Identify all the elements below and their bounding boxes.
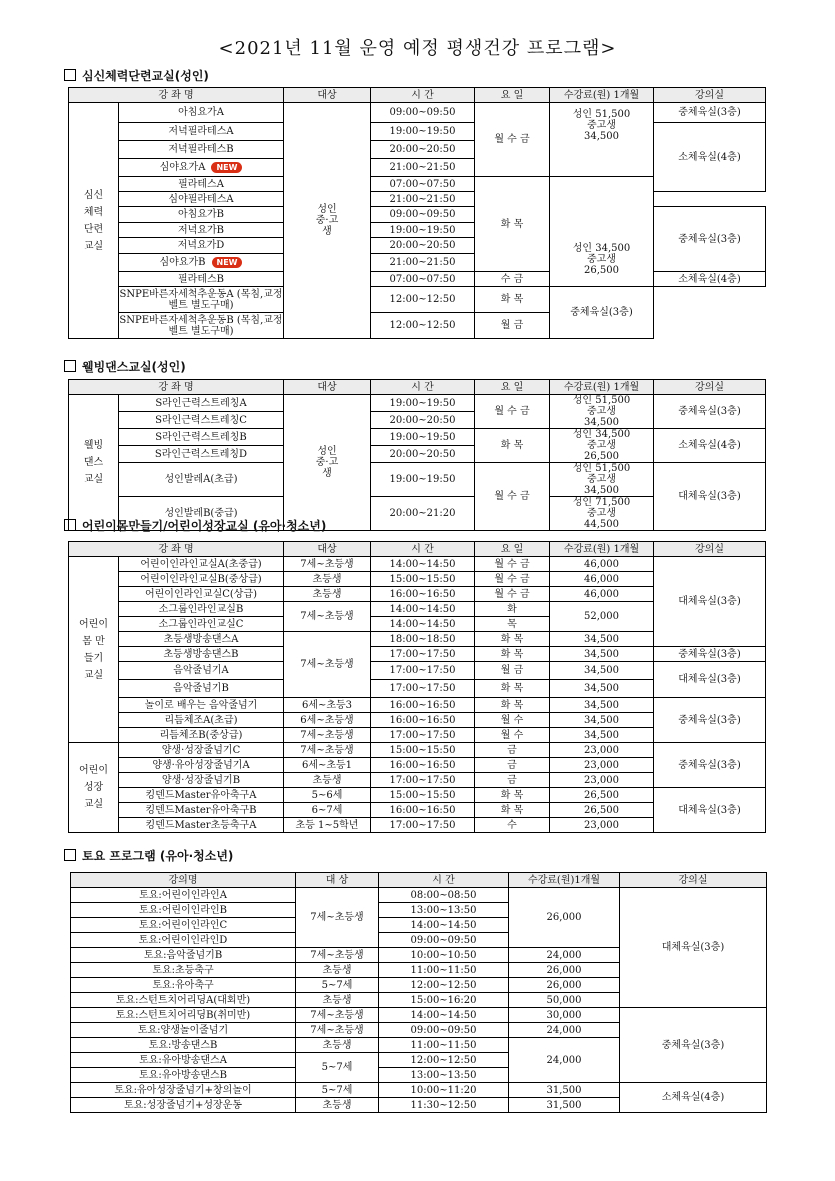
time-cell: 16:00~16:50 [371, 713, 475, 728]
target-cell: 7세~초등생 [296, 1008, 379, 1023]
time-cell: 07:00~07:50 [371, 272, 475, 287]
time-cell: 17:00~17:50 [371, 728, 475, 743]
fee-cell: 34,500 [550, 632, 654, 647]
course-name: 토요:유아방송댄스A [71, 1053, 296, 1068]
time-cell: 17:00~17:50 [371, 818, 475, 833]
col-header: 강 좌 명 [69, 380, 284, 395]
checkbox-icon [64, 69, 76, 81]
course-name: 성인발레B(중급) [119, 497, 284, 531]
time-cell: 18:00~18:50 [371, 632, 475, 647]
course-name: 토요:유아축구 [71, 978, 296, 993]
fee-cell: 성인 51,500 중고생 34,500 [550, 103, 654, 177]
course-name: 양생·성장줄넘기C [119, 743, 284, 758]
col-header: 요 일 [475, 88, 550, 103]
course-name: 음악줄넘기A [119, 662, 284, 680]
days-cell: 화 목 [475, 429, 550, 463]
time-cell: 16:00~16:50 [371, 698, 475, 713]
room-cell: 중체육실(3층) [620, 1008, 767, 1083]
col-header: 강 좌 명 [69, 542, 284, 557]
fee-cell: 34,500 [550, 698, 654, 713]
days-cell: 화 목 [475, 287, 550, 313]
target-cell: 6세~초등3 [284, 698, 371, 713]
course-name: 토요:어린이인라인D [71, 933, 296, 948]
table-saturday [70, 872, 767, 1113]
time-cell: 12:00~12:50 [371, 313, 475, 339]
fee-cell: 31,500 [509, 1083, 620, 1098]
target-cell: 7세~초등생 [284, 602, 371, 632]
course-name: 저녁필라테스A [119, 123, 284, 141]
time-cell: 15:00~15:50 [371, 572, 475, 587]
target-cell: 초등 1~5학년 [284, 818, 371, 833]
time-cell: 14:00~14:50 [379, 918, 509, 933]
col-header: 시 간 [371, 380, 475, 395]
course-name: 리듬체조A(초급) [119, 713, 284, 728]
days-cell: 월 수 금 [475, 103, 550, 177]
course-name: 아침요가B [119, 207, 284, 223]
course-name: 킹덴드Master유아축구B [119, 803, 284, 818]
course-name: 토요:초등축구 [71, 963, 296, 978]
time-cell: 09:00~09:50 [379, 933, 509, 948]
fee-cell: 31,500 [509, 1098, 620, 1113]
course-name: 토요:양생놀이줄넘기 [71, 1023, 296, 1038]
room-cell: 중체육실(3층) [654, 743, 766, 788]
room-cell: 중체육실(3층) [654, 207, 766, 272]
course-name: 저녁요가B [119, 223, 284, 238]
time-cell: 14:00~14:50 [379, 1008, 509, 1023]
category-cell: 어린이 몸 만들기 교실 [69, 557, 119, 743]
time-cell: 20:00~20:50 [371, 446, 475, 463]
course-name: S라인근력스트레칭A [119, 395, 284, 412]
days-cell: 화 목 [475, 803, 550, 818]
fee-cell: 34,500 [550, 728, 654, 743]
course-name: 저녁요가D [119, 238, 284, 254]
time-cell: 12:00~12:50 [379, 1053, 509, 1068]
room-cell: 대체육실(3층) [654, 788, 766, 833]
category-cell: 웰빙 댄스 교실 [69, 395, 119, 531]
time-cell: 13:00~13:50 [379, 1068, 509, 1083]
fee-cell: 23,000 [550, 758, 654, 773]
course-name: 필라테스A [119, 177, 284, 192]
section-heading-3: 어린이몸만들기/어린이성장교실 (유아·청소년) [64, 517, 326, 534]
target-cell: 7세~초등생 [284, 632, 371, 698]
target-cell: 7세~초등생 [284, 557, 371, 572]
days-cell: 수 [475, 818, 550, 833]
course-name: 놀이로 배우는 음악줄넘기 [119, 698, 284, 713]
days-cell: 월 금 [475, 662, 550, 680]
col-header: 요 일 [475, 380, 550, 395]
target-cell: 6세~초등생 [284, 713, 371, 728]
time-cell: 12:00~12:50 [371, 287, 475, 313]
time-cell: 17:00~17:50 [371, 662, 475, 680]
fee-cell: 24,000 [509, 1038, 620, 1083]
course-name: S라인근력스트레칭C [119, 412, 284, 429]
table-kids [68, 541, 766, 833]
col-header: 강 좌 명 [69, 88, 284, 103]
target-cell: 초등생 [296, 963, 379, 978]
course-name: 아침요가A [119, 103, 284, 123]
days-cell: 화 목 [475, 647, 550, 662]
time-cell: 17:00~17:50 [371, 773, 475, 788]
time-cell: 20:00~21:20 [371, 497, 475, 531]
days-cell: 화 목 [475, 698, 550, 713]
fee-cell: 50,000 [509, 993, 620, 1008]
fee-cell: 46,000 [550, 587, 654, 602]
days-cell: 금 [475, 773, 550, 788]
course-name: 리듬체조B(중상급) [119, 728, 284, 743]
days-cell: 화 목 [475, 788, 550, 803]
category-cell: 심신 체력 단련 교실 [69, 103, 119, 339]
fee-cell: 46,000 [550, 572, 654, 587]
course-name: 필라테스B [119, 272, 284, 287]
days-cell: 월 수 금 [475, 557, 550, 572]
course-name: 소그룹인라인교실C [119, 617, 284, 632]
time-cell: 20:00~20:50 [371, 412, 475, 429]
room-cell: 소체육실(4층) [654, 123, 766, 192]
time-cell: 09:00~09:50 [379, 1023, 509, 1038]
course-name: SNPE바른자세척추운동B (목침,교정벨트 별도구매) [119, 314, 283, 337]
fee-cell: 30,000 [509, 1008, 620, 1023]
days-cell: 목 [475, 617, 550, 632]
time-cell: 14:00~14:50 [371, 602, 475, 617]
col-header: 대 상 [296, 873, 379, 888]
target-cell: 7세~초등생 [296, 1023, 379, 1038]
days-cell: 월 수 금 [475, 587, 550, 602]
course-name: 저녁필라테스B [119, 141, 284, 159]
fee-cell: 성인 51,500 중고생 34,500 [550, 463, 654, 497]
course-name: SNPE바른자세척추운동A (목침,교정벨트 별도구매) [119, 288, 283, 311]
course-name: 토요:어린이인라인B [71, 903, 296, 918]
course-name: 토요:어린이인라인A [71, 888, 296, 903]
time-cell: 11:00~11:50 [379, 1038, 509, 1053]
section-heading-4: 토요 프로그램 (유아·청소년) [64, 847, 233, 864]
target-cell: 성인 중·고생 [284, 103, 371, 339]
course-name: 초등생방송댄스A [119, 632, 284, 647]
target-cell: 5~7세 [296, 978, 379, 993]
time-cell: 13:00~13:50 [379, 903, 509, 918]
target-cell: 초등생 [296, 1098, 379, 1113]
new-badge: NEW [212, 257, 243, 268]
target-cell: 6~7세 [284, 803, 371, 818]
course-name: 어린이인라인교실B(중상급) [119, 572, 284, 587]
time-cell: 10:00~11:20 [379, 1083, 509, 1098]
room-cell: 중체육실(3층) [654, 395, 766, 429]
time-cell: 17:00~17:50 [371, 647, 475, 662]
course-name: 킹덴드Master초등축구A [119, 818, 284, 833]
col-header: 시 간 [371, 88, 475, 103]
fee-cell: 52,000 [550, 602, 654, 632]
course-name: 토요:어린이인라인C [71, 918, 296, 933]
target-cell: 초등생 [284, 587, 371, 602]
time-cell: 09:00~09:50 [371, 103, 475, 123]
fee-cell: 성인 71,500 중고생 44,500 [550, 497, 654, 531]
time-cell: 19:00~19:50 [371, 463, 475, 497]
course-name: 심야요가A NEW [119, 159, 284, 177]
course-name: 초등생방송댄스B [119, 647, 284, 662]
time-cell: 19:00~19:50 [371, 429, 475, 446]
room-cell: 대체육실(3층) [654, 463, 766, 531]
course-name: 토요:스턴트치어리딩B(취미반) [71, 1008, 296, 1023]
fee-cell: 성인 34,500 중고생 26,500 [550, 429, 654, 463]
checkbox-icon [64, 360, 76, 372]
time-cell: 19:00~19:50 [371, 123, 475, 141]
fee-cell: 34,500 [550, 713, 654, 728]
col-header: 강의실 [654, 380, 766, 395]
target-cell: 6세~초등1 [284, 758, 371, 773]
course-name: 음악줄넘기B [119, 680, 284, 698]
course-name: 어린이인라인교실A(초중급) [119, 557, 284, 572]
time-cell: 19:00~19:50 [371, 223, 475, 238]
target-cell: 초등생 [284, 572, 371, 587]
course-name: S라인근력스트레칭D [119, 446, 284, 463]
col-header: 수강료(원) 1개월 [550, 88, 654, 103]
col-header: 요 일 [475, 542, 550, 557]
time-cell: 21:00~21:50 [371, 159, 475, 177]
fee-cell: 성인 51,500 중고생 34,500 [550, 395, 654, 429]
checkbox-icon [64, 519, 76, 531]
fee-cell: 23,000 [550, 773, 654, 788]
days-cell: 월 수 금 [475, 572, 550, 587]
target-cell: 7세~초등생 [284, 743, 371, 758]
fee-cell: 26,000 [509, 888, 620, 948]
target-cell: 성인 중·고생 [284, 395, 371, 531]
days-cell: 금 [475, 743, 550, 758]
time-cell: 07:00~07:50 [371, 177, 475, 192]
days-cell: 화 목 [475, 177, 550, 272]
room-cell: 대체육실(3층) [620, 888, 767, 1008]
col-header: 수강료(원) 1개월 [550, 542, 654, 557]
section-heading-1: 심신체력단련교실(성인) [64, 67, 209, 84]
col-header: 대상 [284, 542, 371, 557]
col-header: 대상 [284, 88, 371, 103]
days-cell: 월 수 [475, 713, 550, 728]
course-name: 토요:방송댄스B [71, 1038, 296, 1053]
target-cell: 5~7세 [296, 1083, 379, 1098]
time-cell: 16:00~16:50 [371, 758, 475, 773]
table-dance [68, 379, 766, 531]
time-cell: 21:00~21:50 [371, 192, 475, 207]
course-name: 소그룹인라인교실B [119, 602, 284, 617]
col-header: 강의실 [654, 542, 766, 557]
fee-cell: 23,000 [550, 818, 654, 833]
time-cell: 16:00~16:50 [371, 803, 475, 818]
time-cell: 10:00~10:50 [379, 948, 509, 963]
room-cell: 대체육실(3층) [654, 557, 766, 647]
col-header: 강의실 [654, 88, 766, 103]
course-name: 심야필라테스A [119, 192, 284, 207]
course-name: 토요:유아방송댄스B [71, 1068, 296, 1083]
time-cell: 12:00~12:50 [379, 978, 509, 993]
col-header: 강의실 [620, 873, 767, 888]
days-cell: 월 수 금 [475, 463, 550, 531]
time-cell: 16:00~16:50 [371, 587, 475, 602]
days-cell: 화 목 [475, 680, 550, 698]
fee-cell: 34,500 [550, 662, 654, 680]
page-title: <2021년 11월 운영 예정 평생건강 프로그램> [218, 38, 617, 59]
room-cell: 소체육실(4층) [654, 272, 766, 287]
fee-cell: 성인 34,500 중고생 26,500 [550, 177, 654, 287]
col-header: 시 간 [371, 542, 475, 557]
table-fitness [68, 87, 766, 339]
col-header: 시 간 [379, 873, 509, 888]
time-cell: 14:00~14:50 [371, 557, 475, 572]
fee-cell: 34,500 [550, 647, 654, 662]
col-header: 강의명 [71, 873, 296, 888]
time-cell: 19:00~19:50 [371, 395, 475, 412]
time-cell: 20:00~20:50 [371, 238, 475, 254]
course-name: 토요:성장줄넘기+성장운동 [71, 1098, 296, 1113]
time-cell: 17:00~17:50 [371, 680, 475, 698]
days-cell: 금 [475, 758, 550, 773]
target-cell: 초등생 [296, 1038, 379, 1053]
course-name: 어린이인라인교실C(상급) [119, 587, 284, 602]
target-cell: 7세~초등생 [296, 948, 379, 963]
checkbox-icon [64, 849, 76, 861]
course-name: 토요:유아성장줄넘기+창의놀이 [71, 1083, 296, 1098]
course-name: 양생·유아성장줄넘기A [119, 758, 284, 773]
fee-cell: 34,500 [550, 680, 654, 698]
room-cell: 중체육실(3층) [550, 287, 654, 339]
days-cell: 화 목 [475, 632, 550, 647]
time-cell: 11:00~11:50 [379, 963, 509, 978]
room-cell: 대체육실(3층) [654, 662, 766, 698]
time-cell: 15:00~15:50 [371, 743, 475, 758]
room-cell: 소체육실(4층) [620, 1083, 767, 1113]
fee-cell: 24,000 [509, 1023, 620, 1038]
target-cell: 7세~초등생 [296, 888, 379, 948]
fee-cell: 26,500 [550, 803, 654, 818]
time-cell: 08:00~08:50 [379, 888, 509, 903]
time-cell: 11:30~12:50 [379, 1098, 509, 1113]
fee-cell: 26,000 [509, 963, 620, 978]
fee-cell: 46,000 [550, 557, 654, 572]
room-cell: 중체육실(3층) [654, 698, 766, 743]
days-cell: 월 금 [475, 313, 550, 339]
days-cell: 월 수 [475, 728, 550, 743]
col-header: 대상 [284, 380, 371, 395]
new-badge: NEW [211, 162, 242, 173]
fee-cell: 23,000 [550, 743, 654, 758]
course-name: S라인근력스트레칭B [119, 429, 284, 446]
course-name: 토요:음악줄넘기B [71, 948, 296, 963]
time-cell: 15:00~15:50 [371, 788, 475, 803]
target-cell: 7세~초등생 [284, 728, 371, 743]
fee-cell: 24,000 [509, 948, 620, 963]
course-name: 성인발레A(초급) [119, 463, 284, 497]
room-cell: 소체육실(4층) [654, 429, 766, 463]
course-name: 킹덴드Master유아축구A [119, 788, 284, 803]
room-cell: 중체육실(3층) [654, 647, 766, 662]
course-name: 양생·성장줄넘기B [119, 773, 284, 788]
section-heading-2: 웰빙댄스교실(성인) [64, 358, 186, 375]
col-header: 수강료(원)1개월 [509, 873, 620, 888]
fee-cell: 26,500 [550, 788, 654, 803]
target-cell: 5~6세 [284, 788, 371, 803]
col-header: 수강료(원) 1개월 [550, 380, 654, 395]
days-cell: 월 수 금 [475, 395, 550, 429]
target-cell: 초등생 [284, 773, 371, 788]
room-cell: 중체육실(3층) [654, 103, 766, 123]
course-name: 심야요가B NEW [119, 254, 284, 272]
time-cell: 14:00~14:50 [371, 617, 475, 632]
days-cell: 화 [475, 602, 550, 617]
target-cell: 5~7세 [296, 1053, 379, 1083]
time-cell: 21:00~21:50 [371, 254, 475, 272]
fee-cell: 26,000 [509, 978, 620, 993]
category-cell: 어린이 성장 교실 [69, 743, 119, 833]
time-cell: 20:00~20:50 [371, 141, 475, 159]
time-cell: 09:00~09:50 [371, 207, 475, 223]
target-cell: 초등생 [296, 993, 379, 1008]
course-name: 토요:스턴트치어리딩A(대회반) [71, 993, 296, 1008]
time-cell: 15:00~16:20 [379, 993, 509, 1008]
days-cell: 수 금 [475, 272, 550, 287]
